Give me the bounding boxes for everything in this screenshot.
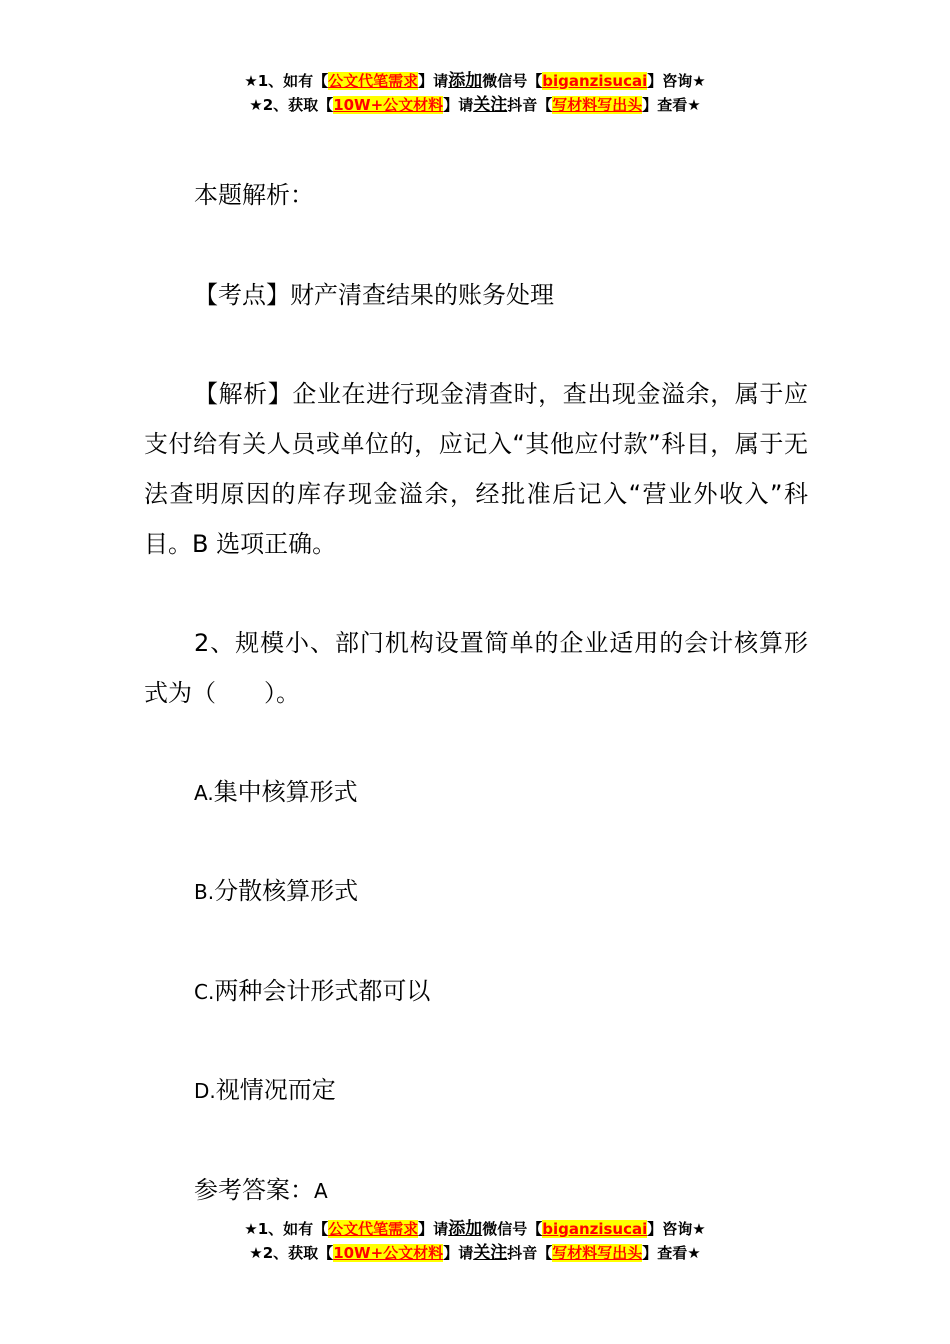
banner-line-2: ★2、获取【10W+公文材料】请关注抖音【写材料写出头】查看★ — [249, 1243, 701, 1263]
option-b: B.分散核算形式 — [194, 877, 359, 905]
banner-highlight-wechat-id: biganzisucai — [542, 72, 648, 90]
banner-highlight-douyin-account: 写材料写出头 — [552, 96, 643, 114]
header-banner — [0, 69, 950, 117]
reference-answer: 参考答案：A — [194, 1176, 328, 1204]
answer-value: A — [314, 1179, 328, 1203]
option-a: A.集中核算形式 — [194, 778, 358, 806]
banner-highlight-materials: 10W+公文材料 — [333, 96, 444, 114]
exam-point: 【考点】财产清查结果的账务处理 — [194, 281, 554, 309]
banner-line-1: ★1、如有【公文代笔需求】请添加微信号【biganzisucai】咨询★ — [244, 1219, 706, 1239]
explanation-paragraph: 【解析】企业在进行现金清查时，查出现金溢余，属于应支付给有关人员或单位的，应记入“其他应付款”科目，属于无法查明原因的库存现金溢余，经批准后记入“营业外收入”科目。B 选项正确。 — [144, 380, 808, 558]
option-d: D.视情况而定 — [194, 1076, 336, 1104]
banner-line-2: ★2、获取【10W+公文材料】请关注抖音【写材料写出头】查看★ — [249, 95, 701, 115]
footer-banner — [0, 1217, 950, 1265]
banner-line-1: ★1、如有【公文代笔需求】请添加微信号【biganzisucai】咨询★ — [244, 71, 706, 91]
banner-highlight-service: 公文代笔需求 — [328, 1220, 419, 1238]
analysis-title: 本题解析： — [194, 181, 314, 209]
banner-highlight-douyin-account: 写材料写出头 — [552, 1244, 643, 1262]
question-text: 2、规模小、部门机构设置简单的企业适用的会计核算形式为（ ）。 — [144, 629, 808, 707]
banner-highlight-service: 公文代笔需求 — [328, 72, 419, 90]
banner-highlight-wechat-id: biganzisucai — [542, 1220, 648, 1238]
banner-highlight-materials: 10W+公文材料 — [333, 1244, 444, 1262]
option-c: C.两种会计形式都可以 — [194, 977, 431, 1005]
